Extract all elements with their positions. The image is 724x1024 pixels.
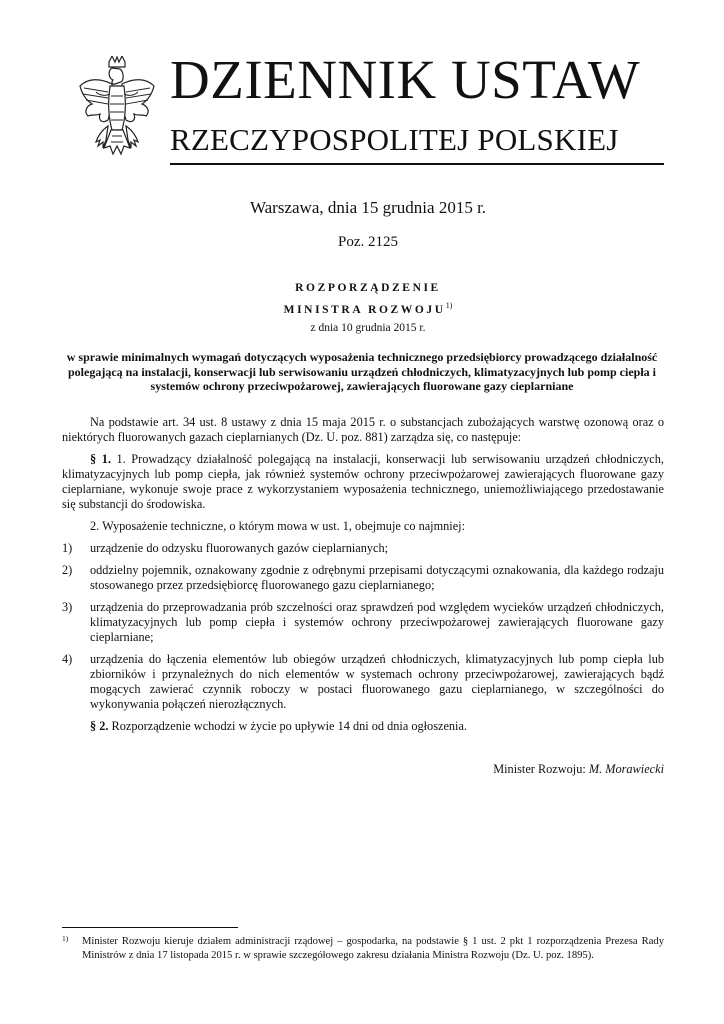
list-item-text: urządzenie do odzysku fluorowanych gazów cieplarnianych; [90,541,389,555]
header-divider [170,163,664,165]
list-item-text: urządzenia do łączenia elementów lub obiegów urządzeń chłodniczych, klimatyzacyjnych lub pomp ciepła lub zbiorników i przynależnych do nich elementów w systemach ochrony przeciwpożarowej, zawierających bądź mogących zawierać czynnik roboczy w postaci fluorowanego gazu cieplarnianego, w szczególności do wykonywania połączeń nierozłącznych. [90,652,664,711]
act-authority-text: MINISTRA ROZWOJU [283,303,446,316]
list-item-number: 3) [62,600,73,614]
section-1-paragraph-1 [62,452,664,512]
section-1-label: § 1. [90,452,111,466]
signature-role: Minister Rozwoju: [493,762,586,776]
list-item [62,541,664,556]
section-2 [62,719,664,734]
list-item [62,563,664,593]
publication-subtitle: RZECZYPOSPOLITEJ POLSKIEJ [170,122,619,157]
act-subject: w sprawie minimalnych wymagań dotyczących wyposażenia technicznego przedsiębiorcy prowadzącego działalność polegającą na instalacji, konserwacji lub serwisowaniu urządzeń chłodniczych, klimatyzacyjnych lub pomp ciepła i systemów ochrony przeciwpożarowej, zawierających fluorowane gazy cieplarniane [66,350,658,393]
list-item-text: oddzielny pojemnik, oznakowany zgodnie z odrębnymi przepisami dotyczącymi oznakowania, dla każdego rodzaju stosowanego przez przedsiębiorcę fluorowanego gazu cieplarnianego; [90,563,664,592]
list-item-number: 2) [62,563,73,577]
footnote-text: Minister Rozwoju kieruje działem administracji rządowej – gospodarka, na podstawie § 1 ust. 2 pkt 1 rozporządzenia Prezesa Rady Ministrów z dnia 17 listopada 2015 r. w sprawie szczegółowego zakresu działania Ministra Rozwoju (Dz. U. poz. 1895). [82,936,664,961]
list-item-number: 1) [62,541,73,555]
polish-eagle-emblem-icon [78,56,156,164]
publication-date: Warszawa, dnia 15 grudnia 2015 r. [249,198,487,217]
act-authority [0,301,724,316]
signature [493,762,664,777]
position-number: Poz. 2125 [338,234,398,250]
act-type: ROZPORZĄDZENIE [295,282,441,294]
footnote-mark: 1) [62,934,69,943]
list-item [62,652,664,712]
footnote-divider [62,927,238,928]
publication-title: DZIENNIK USTAW [170,49,641,110]
section-1-text: 1. Prowadzący działalność polegającą na instalacji, konserwacji lub serwisowaniu urządzeń chłodniczych, klimatyzacyjnych lub pomp ciepła, jak również systemów ochrony przeciwpożarowej zawierających fluorowane gazy cieplarniane, wykonuje swoje prace z wykorzystaniem wyposażenia technicznego, uniemożliwiającego przedostawanie się substancji do środowiska. [62,452,664,511]
list-item [62,600,664,645]
signature-name: M. Morawiecki [588,762,664,776]
section-1-paragraph-2: 2. Wyposażenie techniczne, o którym mowa w ust. 1, obejmuje co najmniej: [90,519,466,533]
list-item-number: 4) [62,652,73,666]
list-item-text: urządzenia do przeprowadzania prób szczelności oraz sprawdzeń pod względem wycieków urządzeń chłodniczych, klimatyzacyjnych lub pomp ciepła i systemów ochrony przeciwpożarowej zawierających fluorowane gazy cieplarniane; [90,600,664,644]
footnote-reference: 1) [445,301,453,310]
section-2-label: § 2. [90,719,109,733]
document-body [62,415,664,741]
act-date: z dnia 10 grudnia 2015 r. [310,322,426,334]
footnote [62,935,664,962]
preamble: Na podstawie art. 34 ust. 8 ustawy z dnia 15 maja 2015 r. o substancjach zubożających warstwę ozonową oraz o niektórych fluorowanych gazach cieplarnianych (Dz. U. poz. 881) zarządza się, co następuje: [62,415,664,444]
section-2-text: Rozporządzenie wchodzi w życie po upływie 14 dni od dnia ogłoszenia. [111,719,468,733]
equipment-list [62,541,664,712]
